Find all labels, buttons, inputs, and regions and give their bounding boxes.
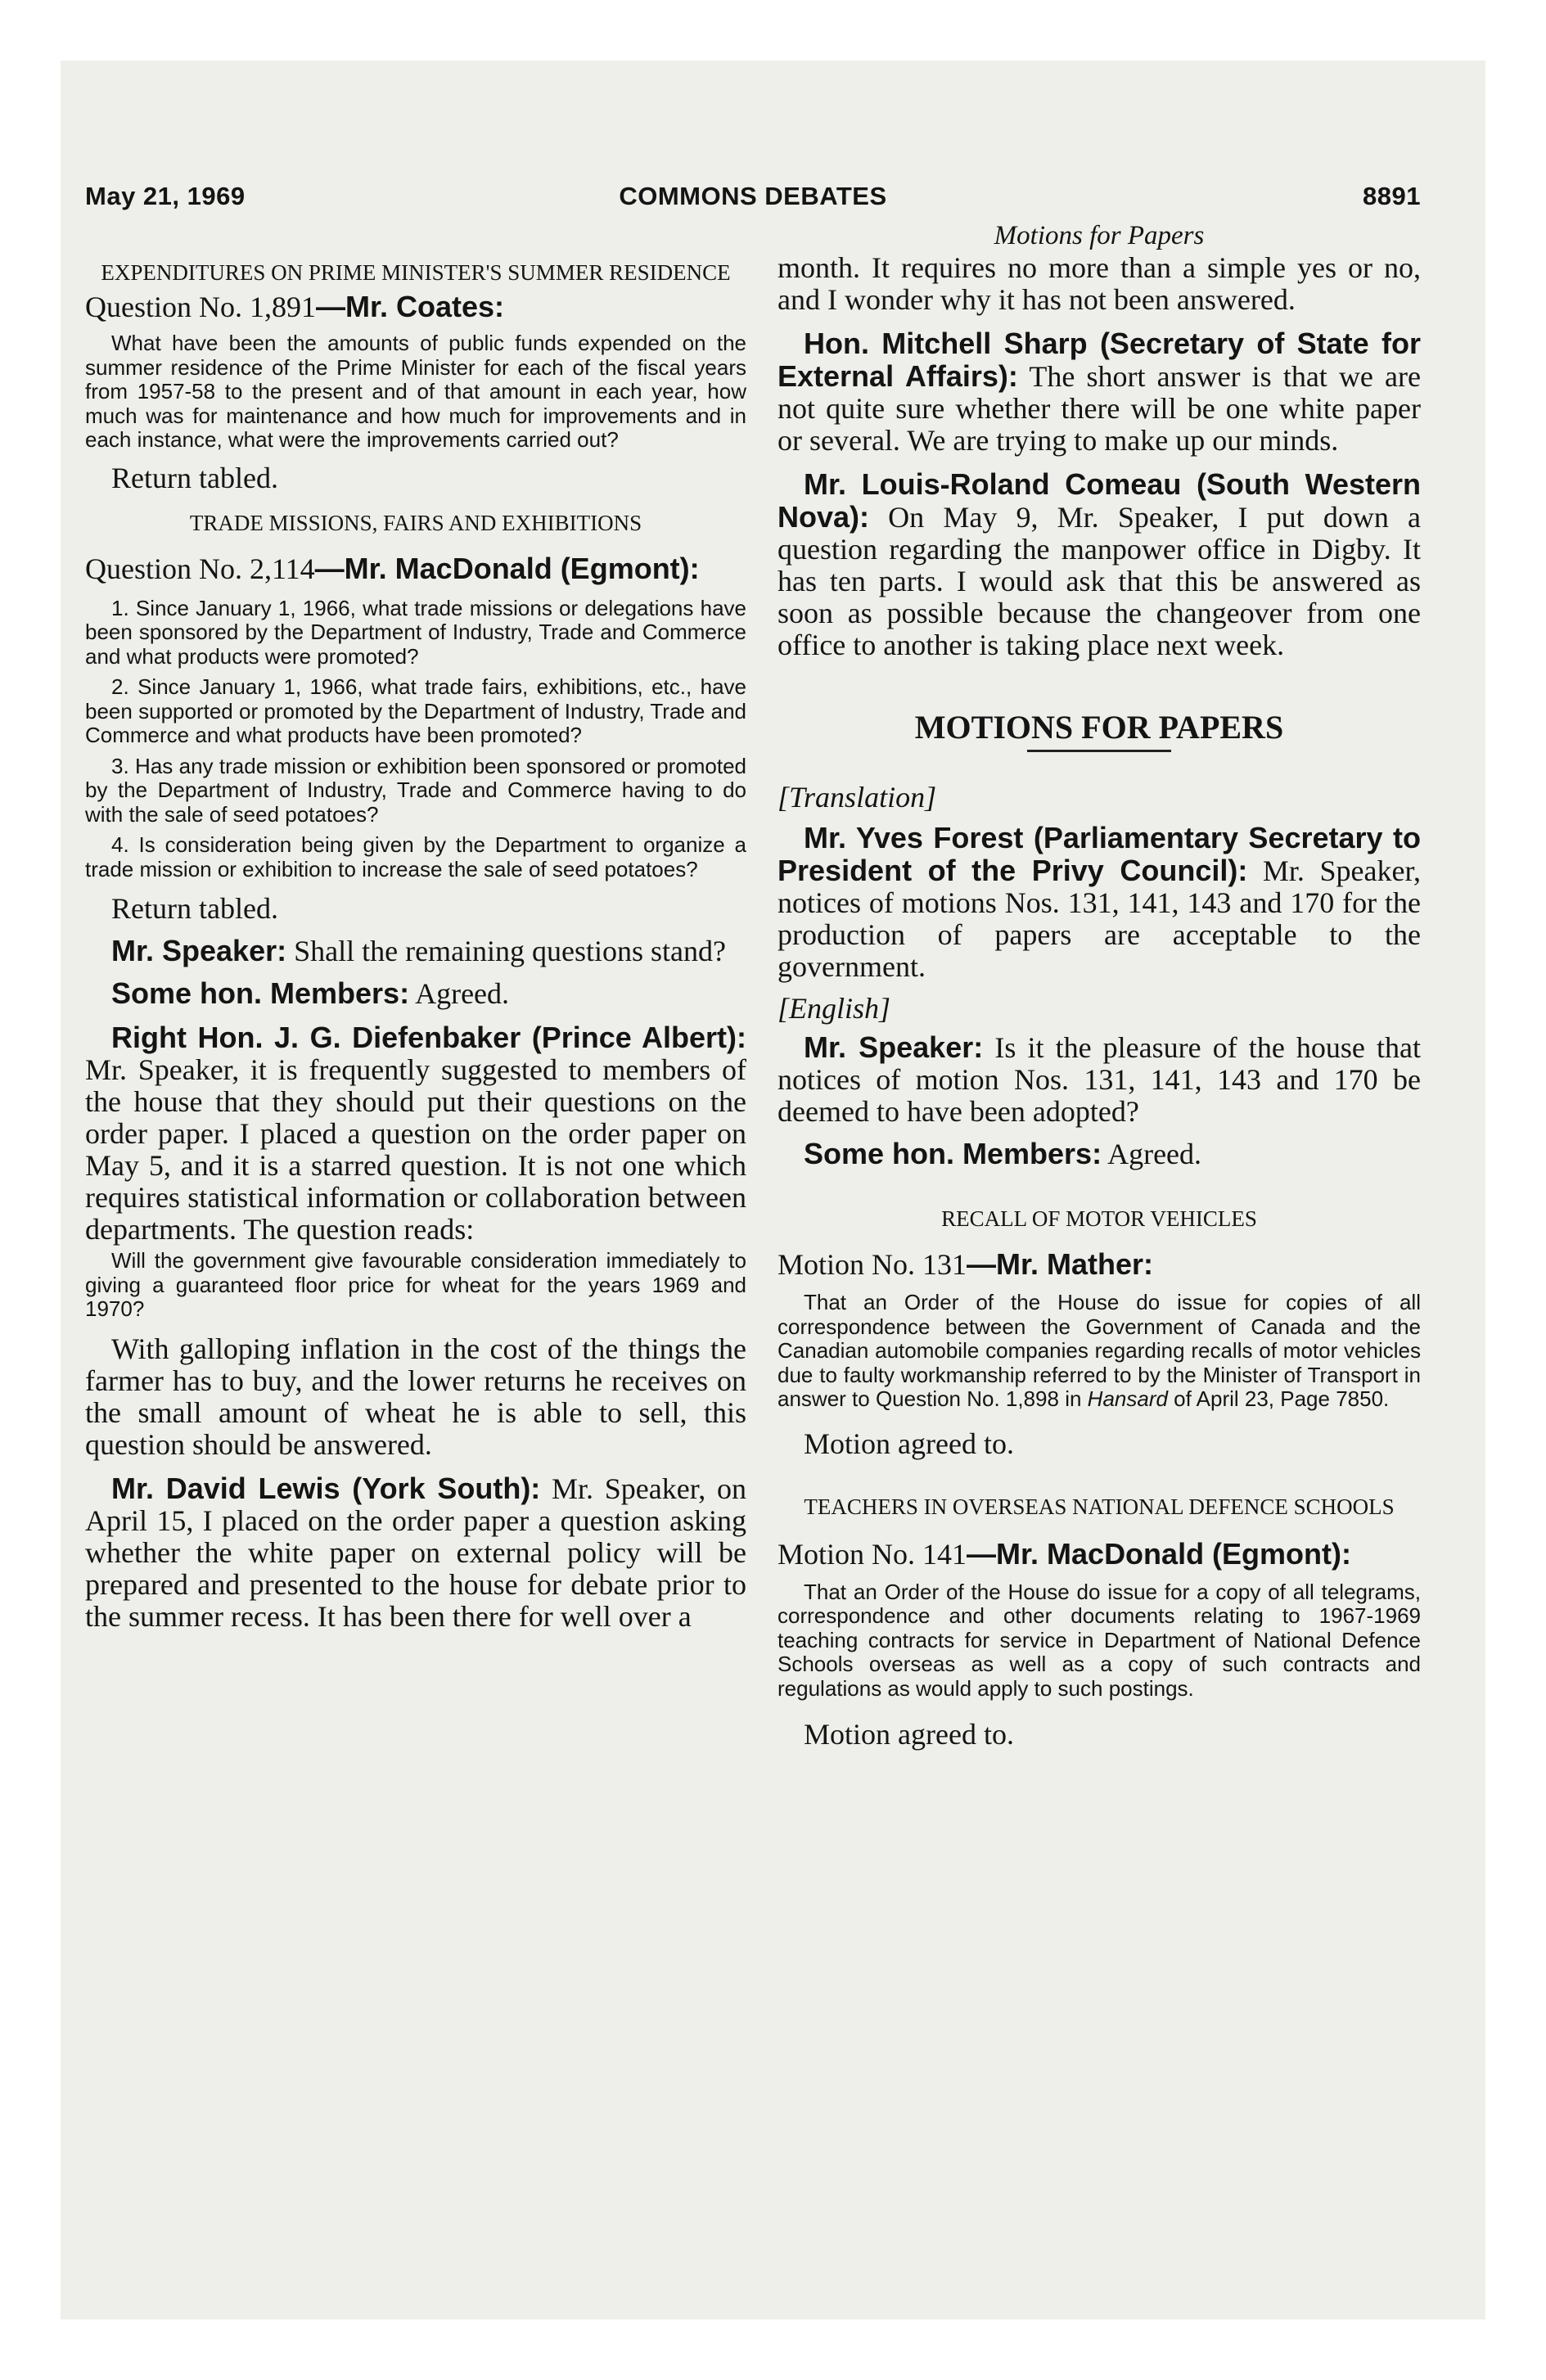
section-title: MOTIONS FOR PAPERS <box>914 709 1284 746</box>
motion-number: Motion No. 141 <box>778 1537 967 1571</box>
paragraph-forest <box>778 822 1421 983</box>
paragraph-lewis <box>85 1472 746 1633</box>
paragraph-inflation: With galloping inflation in the cost of the things the farmer has to buy, and the lower returns he receives on the small amount of wheat he is able to sell, this question should be answered. <box>85 1332 746 1461</box>
paragraph-comeau <box>778 468 1421 661</box>
speech-text: Agreed. <box>409 977 510 1010</box>
speaker-name: Hon. Mitchell Sharp (Secretary of State for External Affairs): <box>778 327 1421 393</box>
question-item: 3. Has any trade mission or exhibition been sponsored or promoted by the Department of Industry, Trade and Commerce having to do with the sale of seed potatoes? <box>85 753 746 827</box>
paragraph-speaker <box>85 935 746 967</box>
speech-text: Mr. Speaker, notices of motions Nos. 131, 141, 143 and 170 for the production of papers are acceptable to the government. <box>778 854 1421 983</box>
translation-note: [Translation] <box>778 781 937 814</box>
speaker-name: —Mr. Mather: <box>967 1247 1154 1281</box>
speaker-name: —Mr. MacDonald (Egmont): <box>314 551 700 585</box>
title-rule <box>1027 750 1171 752</box>
speech-text: On May 9, Mr. Speaker, I put down a question regarding the manpower office in Digby. It has ten parts. I would ask that this be answered as soon as possible because the changeover from one office to another is taking place next week. <box>778 501 1421 661</box>
motion-141 <box>778 1538 1421 1571</box>
question-1891 <box>85 291 746 323</box>
question-2114 <box>85 552 746 585</box>
left-column <box>85 221 746 1633</box>
paragraph-members <box>85 977 746 1010</box>
question-item: 4. Is consideration being given by the Department to organize a trade mission or exhibition to increase the sale of seed potatoes? <box>85 832 746 881</box>
motion-text: of April 23, Page 7850. <box>1167 1386 1390 1411</box>
question-text: What have been the amounts of public funds expended on the summer residence of the Prime Minister for each of the fiscal years from 1957-58 to the present and of that amount in each year, how much was for maintenance and how much for improvements and in each instance, what were the improvements carried out? <box>85 331 746 452</box>
speech-text: Is it the pleasure of the house that notices of motion Nos. 131, 141, 143 and 170 be deemed to have been adopted? <box>778 1031 1421 1128</box>
speech-text: Shall the remaining questions stand? <box>286 935 727 967</box>
motion-agreed: Motion agreed to. <box>804 1427 1014 1460</box>
motion-number: Motion No. 131 <box>778 1248 967 1281</box>
heading-recall: RECALL OF MOTOR VEHICLES <box>941 1206 1257 1231</box>
speaker-name: Mr. Louis-Roland Comeau (South Western Nova): <box>778 467 1421 534</box>
return-tabled: Return tabled. <box>111 892 278 925</box>
right-column <box>778 221 1421 1751</box>
question-item: 1. Since January 1, 1966, what trade missions or delegations have been sponsored by the Department of Industry, Trade and Commerce and what products were promoted? <box>85 595 746 669</box>
hansard-italic: Hansard <box>1087 1386 1168 1411</box>
motion-text: That an Order of the House do issue for copies of all correspondence between the Government of Canada and the Canadian automobile companies regarding recalls of motor vehicles due to faulty workmanship referred to by the Minister of Transport in answer to Question No. 1,898 in <box>778 1290 1421 1411</box>
question-item: 2. Since January 1, 1966, what trade fairs, exhibitions, etc., have been supported or promoted by the Department of Industry, Trade and Commerce and what products have been promoted? <box>85 674 746 747</box>
motion-131-text <box>778 1291 1421 1412</box>
paragraph-sharp <box>778 327 1421 457</box>
header-page-number: 8891 <box>1363 182 1421 210</box>
speaker-name: —Mr. Coates: <box>316 290 505 323</box>
motion-141-text: That an Order of the House do issue for a copy of all telegrams, correspondence and other documents relating to 1967-1969 teaching contracts for service in Department of National Defence Schools overseas as well as a copy of such contracts and regulations as would apply to such postings. <box>778 1579 1421 1701</box>
speaker-name: Mr. David Lewis (York South): <box>111 1471 541 1505</box>
speaker-name: Mr. Yves Forest (Parliamentary Secretary to President of the Privy Council): <box>778 821 1421 887</box>
return-tabled: Return tabled. <box>111 461 278 494</box>
heading-teachers: TEACHERS IN OVERSEAS NATIONAL DEFENCE SCHOOLS <box>804 1494 1395 1519</box>
running-head: Motions for Papers <box>994 221 1205 250</box>
speaker-name: —Mr. MacDonald (Egmont): <box>967 1536 1352 1571</box>
heading-trade-missions: TRADE MISSIONS, FAIRS AND EXHIBITIONS <box>189 510 642 535</box>
paragraph-members-agreed <box>778 1138 1421 1170</box>
question-number: Question No. 2,114 <box>85 552 315 585</box>
speaker-name: Mr. Speaker: <box>111 934 287 967</box>
question-number: Question No. 1,891 <box>85 291 316 323</box>
speech-text: Mr. Speaker, it is frequently suggested to members of the house that they should put their questions on the order paper. I placed a question on the order paper on May 5, and it is a starred question. It is not one which requires statistical information or collaboration between departments. The question reads: <box>85 1053 746 1246</box>
speech-text: Agreed. <box>1102 1138 1202 1170</box>
motion-131 <box>778 1248 1421 1281</box>
paragraph-diefenbaker <box>85 1021 746 1246</box>
header-date: May 21, 1969 <box>85 182 246 210</box>
speaker-name: Mr. Speaker: <box>804 1030 984 1064</box>
header-title: COMMONS DEBATES <box>619 182 887 210</box>
speech-text: The short answer is that we are not quite sure whether there will be one white paper or several. We are trying to make up our minds. <box>778 360 1421 457</box>
heading-expenditures: EXPENDITURES ON PRIME MINISTER'S SUMMER RESIDENCE <box>101 260 731 285</box>
english-note: [English] <box>778 992 891 1025</box>
motion-agreed: Motion agreed to. <box>804 1718 1014 1751</box>
speaker-name: Some hon. Members: <box>111 976 410 1010</box>
paragraph-continued: month. It requires no more than a simple yes or no, and I wonder why it has not been answered. <box>778 251 1421 316</box>
quoted-question: Will the government give favourable consideration immediately to giving a guaranteed floor price for wheat for the years 1969 and 1970? <box>85 1248 746 1321</box>
page-header <box>85 182 1421 214</box>
paragraph-speaker-question <box>778 1031 1421 1128</box>
speaker-name: Some hon. Members: <box>804 1137 1102 1170</box>
speech-text: Mr. Speaker, on April 15, I placed on the order paper a question asking whether the white paper on external policy will be prepared and presented to the house for debate prior to the summer recess. It has been there for well over a <box>85 1472 747 1633</box>
speaker-name: Right Hon. J. G. Diefenbaker (Prince Albert): <box>111 1021 746 1054</box>
